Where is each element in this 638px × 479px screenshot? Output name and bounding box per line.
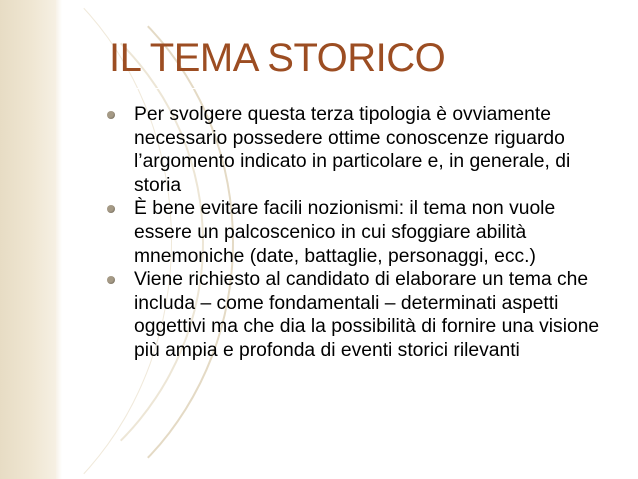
bullet-dot-icon — [107, 276, 115, 284]
slide-title: IL TEMA STORICO — [109, 36, 446, 80]
bullet-text: È bene evitare facili nozionismi: il tema non vuole essere un palcoscenico in cui sfoggiare abilità mnemoniche (date, battaglie, personaggi, ecc.) — [134, 198, 556, 267]
bullet-text: Viene richiesto al candidato di elaborare un tema che includa – come fondamentali – determinati aspetti oggettivi ma che dia la possibilità di fornire una visione più ampia e profonda di eventi storici rilevanti — [134, 269, 600, 361]
bullet-dot-icon — [107, 205, 115, 213]
bullet-text: Per svolgere questa terza tipologia è ovviamente necessario possedere ottime conoscenze riguardo l’argomento indicato in particolare e, in generale, di storia — [134, 104, 571, 196]
title-divider — [104, 88, 638, 89]
bullet-item — [103, 103, 613, 197]
bullet-dot-icon — [107, 111, 115, 119]
bullet-item — [103, 268, 613, 362]
bullet-item — [103, 197, 613, 268]
bullet-list — [103, 103, 613, 363]
